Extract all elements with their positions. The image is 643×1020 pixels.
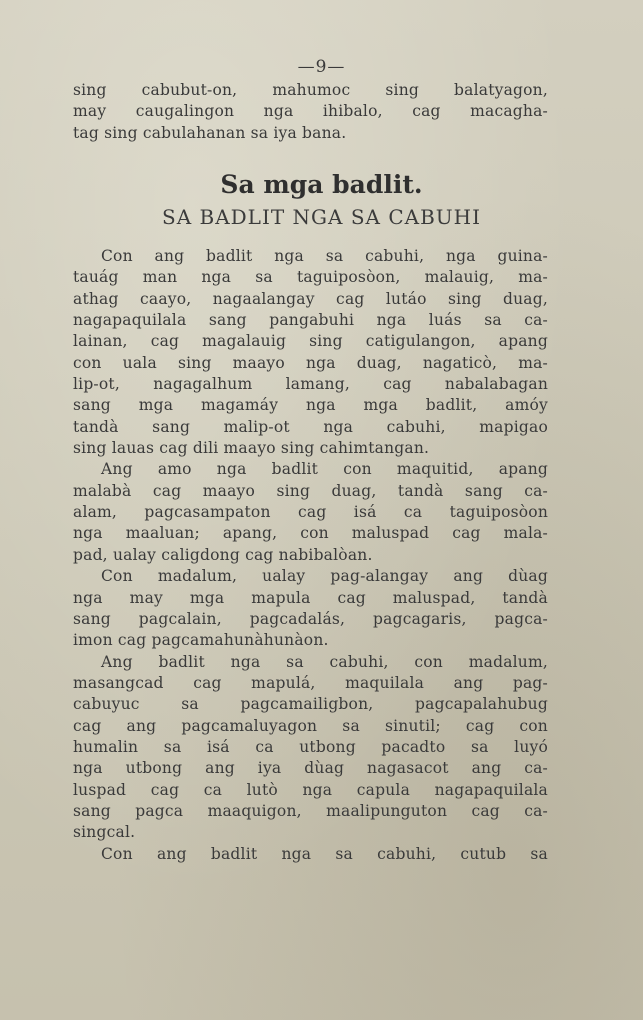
text-line: Con madalum, ualay pag-alangay ang dùag	[101, 567, 548, 586]
section-heading: Sa mga badlit.	[220, 170, 423, 199]
page-number: —9—	[297, 57, 346, 77]
text-line: Ang amo nga badlit con maquitid, apang	[101, 460, 548, 479]
text-line: may caugalingon nga ihibalo, cag macagha-	[73, 102, 548, 121]
text-line: singcal.	[73, 823, 136, 842]
body-text	[73, 246, 548, 865]
text-line: sing cabubut-on, mahumoc sing balatyagon,	[73, 81, 548, 99]
section-subheading: SA BADLIT NGA SA CABUHI	[162, 205, 481, 229]
text-line: luspad cag ca lutò nga capula nagapaquilala	[73, 780, 548, 799]
text-line: cag ang pagcamaluyagon sa sinutil; cag con	[73, 716, 548, 735]
text-line: lainan, cag magalauig sing catigulangon, apang	[73, 332, 548, 351]
text-line: Con ang badlit nga sa cabuhi, nga guina-	[101, 247, 548, 265]
text-line: malabà cag maayo sing duag, tandà sang ca-	[73, 481, 548, 500]
text-line: pad, ualay caligdong cag nabibalòan.	[73, 545, 373, 564]
text-line: cabuyuc sa pagcamailigbon, pagcapalahubug	[73, 695, 548, 714]
text-line: nga maaluan; apang, con maluspad cag mala-	[73, 524, 548, 543]
text-line: tauág man nga sa taguiposòon, malauig, ma-	[73, 268, 548, 287]
text-line: alam, pagcasampaton cag isá ca taguiposòon	[73, 503, 548, 522]
text-line: Con ang badlit nga sa cabuhi, cutub sa	[101, 844, 548, 863]
text-line: lip-ot, nagagalhum lamang, cag nabalabagan	[73, 375, 548, 394]
text-line: imon cag pagcamahunàhunàon.	[73, 631, 329, 650]
text-line: nagapaquilala sang pangabuhi nga luás sa ca-	[73, 311, 548, 330]
text-line: sang mga magamáy nga mga badlit, amóy	[73, 396, 548, 415]
text-line: humalin sa isá ca utbong pacadto sa luyó	[73, 737, 548, 756]
text-line: nga utbong ang iya dùag nagasacot ang ca-	[73, 759, 548, 778]
text-line: tandà sang malip-ot nga cabuhi, mapigao	[73, 417, 548, 436]
text-line: tag sing cabulahanan sa iya bana.	[73, 123, 347, 142]
text-line: con uala sing maayo nga duag, nagaticò, ma-	[73, 353, 548, 372]
text-line: Ang badlit nga sa cabuhi, con madalum,	[101, 652, 548, 671]
text-line: masangcad cag mapulá, maquilala ang pag-	[73, 673, 548, 692]
text-line: sang pagcalain, pagcadalás, pagcagaris, pagca-	[73, 609, 548, 628]
top-paragraph	[73, 80, 548, 144]
text-line: sang pagca maaquigon, maalipunguton cag ca-	[73, 801, 548, 820]
text-line: sing lauas cag dili maayo sing cahimtangan.	[73, 439, 430, 458]
text-line: athag caayo, nagaalangay cag lutáo sing duag,	[73, 289, 548, 308]
text-line: nga may mga mapula cag maluspad, tandà	[73, 588, 548, 607]
